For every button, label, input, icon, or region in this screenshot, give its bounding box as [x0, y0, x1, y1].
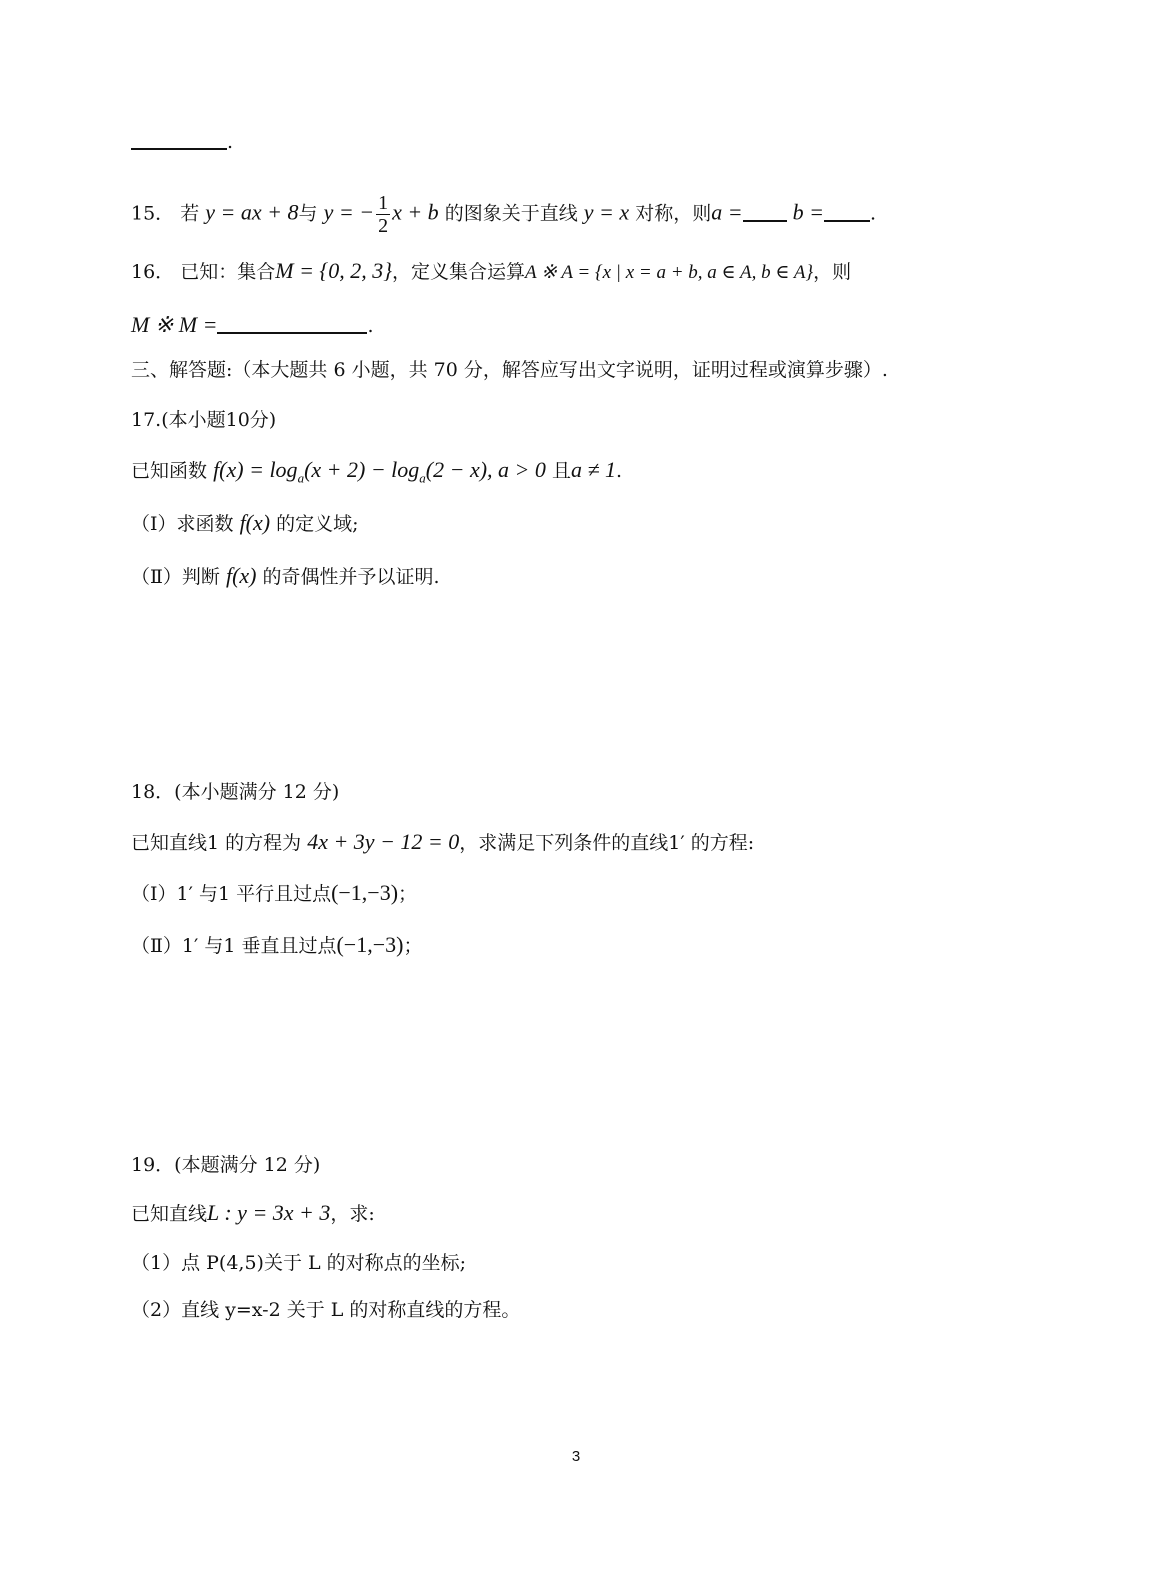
question-18-part-1: （Ⅰ）1′ 与1 平行且过点(−1,−3)； [131, 880, 418, 905]
question-19-part-1: （1）点 P(4,5)关于 L 的对称点的坐标; [131, 1252, 467, 1274]
set-m: M = {0, 2, 3} [275, 258, 393, 283]
answer-blank-a [743, 200, 787, 222]
b-equals: b = [792, 199, 824, 225]
question-18-header: 18．(本小题满分 12 分) [131, 781, 340, 803]
answer-blank-b [824, 200, 870, 222]
fraction-one-half: $\frac{1}{2}$ [378, 192, 389, 237]
question-19-body: 已知直线L : y = 3x + 3，求: [131, 1200, 375, 1225]
section-title: 三、解答题:（本大题共 6 小题，共 70 分，解答应写出文字说明，证明过程或演算步骤）. [131, 359, 888, 381]
set-operation: A ※ A = {x | x = a + b, a ∈ A, b ∈ A} [525, 262, 814, 283]
question-19-part-2: （2）直线 y=x-2 关于 L 的对称直线的方程。 [131, 1299, 521, 1321]
equation-2a: y = − [323, 199, 375, 225]
equation-1: y = ax + 8 [205, 199, 299, 225]
question-18-body: 已知直线1 的方程为 4x + 3y − 12 = 0，求满足下列条件的直线1′ 的方程: [131, 829, 755, 854]
answer-blank [131, 128, 227, 150]
question-19-header: 19．(本题满分 12 分) [131, 1154, 321, 1176]
function-def: $f(x) = \log_a(x + 2) - \log_a(2 - x)$, a > 0 [213, 457, 546, 486]
condition: a ≠ 1 [570, 457, 617, 482]
equation-3: y = x [583, 199, 630, 225]
a-equals: a = [711, 199, 743, 225]
question-16: 16． 已知：集合M = {0, 2, 3}，定义集合运算A ※ A = {x | x = a + b, a ∈ A, b ∈ A}，则 [131, 258, 852, 283]
question-16-answer: M ※ M = . [131, 312, 374, 337]
answer-blank [217, 312, 367, 334]
line-equation: 4x + 3y − 12 = 0 [307, 829, 460, 854]
equation-2b: x + b [392, 199, 439, 225]
q14-tail: . [131, 128, 233, 155]
page-number: 3 [571, 1448, 581, 1465]
question-17-body: 已知函数 $f(x) = \log_a(x + 2) - \log_a(2 - x)$, a > 0 且a ≠ 1. [131, 457, 623, 486]
question-17-part-1: （Ⅰ）求函数 f(x) 的定义域; [131, 510, 359, 535]
question-17-part-2: （Ⅱ）判断 f(x) 的奇偶性并予以证明. [131, 563, 440, 588]
line-equation: L : y = 3x + 3 [207, 1200, 331, 1225]
m-op-m: M ※ M = [131, 312, 218, 337]
question-17-header: 17.(本小题10分) [131, 409, 277, 431]
question-15: 15． 若 y = ax + 8与 y = − $\frac{1}{2}$ x + b 的图象关于直线 y = x 对称，则a = b = . [131, 192, 877, 237]
question-number: 16． [131, 261, 175, 283]
question-18-part-2: （Ⅱ）1′ 与1 垂直且过点(−1,−3)； [131, 932, 423, 957]
question-number: 15． [131, 202, 175, 225]
